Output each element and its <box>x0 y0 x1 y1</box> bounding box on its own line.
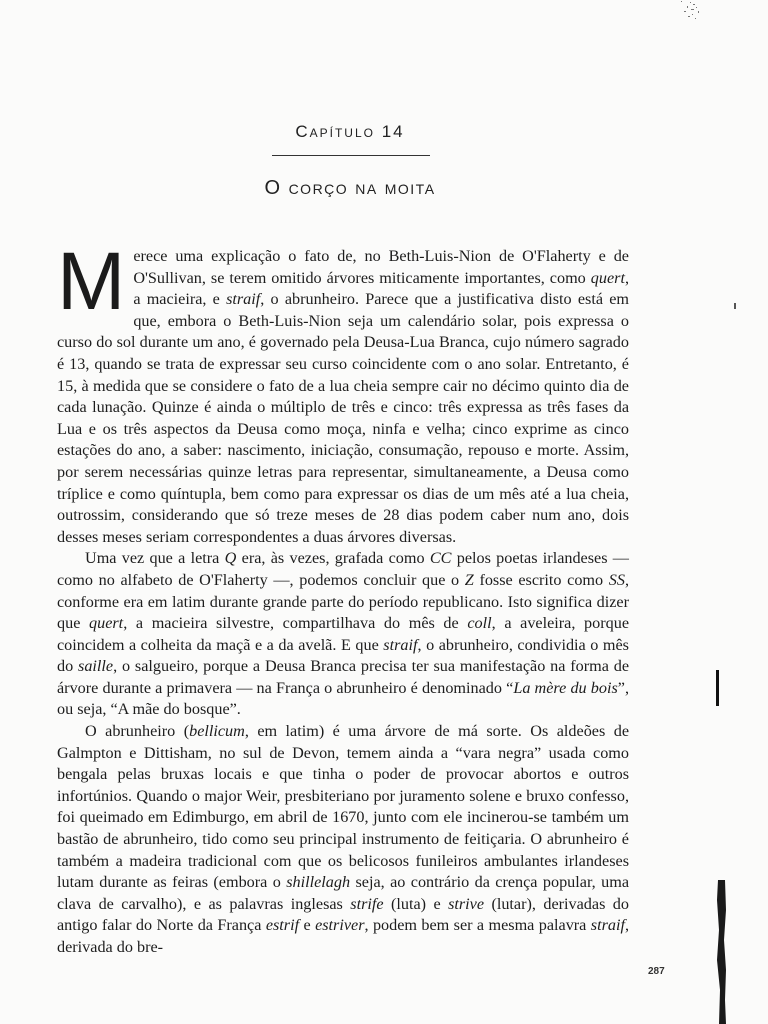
body-text <box>57 236 630 959</box>
text-run: ”, ou seja, “A mãe do bosque”. <box>57 678 629 719</box>
text-run: (lutar), derivadas do antigo falar do Norte da França <box>57 894 629 935</box>
scan-artifact-edge <box>714 880 728 1024</box>
paragraph-3 <box>57 721 629 959</box>
italic-term: estrif <box>265 916 300 935</box>
italic-term: coll <box>467 614 492 633</box>
text-run: , o salgueiro, porque a Deusa Branca precisa ter sua manifestação na forma de árvore durante a primavera — na França o abrunheiro é denominado “ <box>57 657 630 697</box>
text-run: , a macieira silvestre, compartilhava do mês de <box>123 614 468 633</box>
scan-artifact-mark <box>716 670 719 706</box>
text-run: O abrunheiro ( <box>85 722 190 741</box>
text-run: , o abrunheiro, condividia o mês do <box>57 635 629 676</box>
paragraph-2 <box>57 548 629 721</box>
italic-term: straif <box>383 635 418 654</box>
italic-term: quert <box>590 268 625 287</box>
italic-term: strife <box>350 894 384 913</box>
chapter-title: O corço na moita <box>264 177 436 199</box>
chapter-rule <box>272 155 430 156</box>
italic-term: saille <box>78 657 114 676</box>
text-run: , a macieira, e <box>133 268 629 309</box>
text-run: era, às vezes, grafada como <box>236 549 430 568</box>
scan-artifact-dot <box>734 303 736 309</box>
scan-artifact-speckle <box>672 0 708 30</box>
italic-term: straif <box>590 916 625 935</box>
text-run: (luta) e <box>383 894 449 913</box>
italic-term: bellicum <box>189 722 245 741</box>
italic-term: quert <box>89 614 124 633</box>
italic-term: Q <box>224 549 237 568</box>
chapter-label: Capítulo 14 <box>295 122 405 141</box>
text-run: , em latim) é uma árvore de má sorte. Os aldeões de Galmpton e Dittisham, no sul de Devon, temem ainda a “vara negra” usada como bengala pelas bruxas locais e que tinha o poder de provocar abortos e outros infortúnios. Quando o major Weir, presbiteriano por juramento solene e bruxo confesso, foi queimado em Edimburgo, em abril de 1670, junto com ele incinerou-se também um bastão de abrunheiro, tido como seu principal instrumento de feitiçaria. O abrunheiro é também a madeira tradicional com que os belicosos funileiros ambulantes irlandeses lutam durante as feiras (embora o <box>57 722 629 892</box>
italic-term: SS <box>608 570 625 589</box>
text-run: , podem bem ser a mesma palavra <box>364 916 591 935</box>
text-run: fosse escrito como <box>473 570 609 589</box>
text-run: erece uma explicação o fato de, no Beth-Luis-Nion de O'Flaherty e de O'Sullivan, se terem omitido árvores miticamente importantes, como <box>133 247 629 287</box>
page-number: 287 <box>648 966 665 977</box>
italic-term: La mère du bois <box>513 678 618 697</box>
italic-term: CC <box>429 549 452 568</box>
text-run: seja, ao contrário da crença popular, uma clava de carvalho), e as palavras inglesas <box>57 873 629 913</box>
text-run: , conforme era em latim durante grande parte do período republicano. Isto significa dizer que <box>57 570 630 633</box>
paragraph-1 <box>57 236 629 548</box>
text-run: Uma vez que a letra <box>85 549 225 568</box>
italic-term: strive <box>448 894 485 913</box>
italic-term: shillelagh <box>286 873 351 892</box>
text-run: e <box>299 916 316 935</box>
drop-cap: M <box>57 236 126 327</box>
italic-term: straif <box>226 290 261 309</box>
text-run: , derivada do bre- <box>57 916 629 956</box>
text-run: , a aveleira, porque coincidem a colheita da maçã e a da avelã. E que <box>57 614 629 654</box>
italic-term: estriver <box>315 916 365 935</box>
text-run: pelos poetas irlandeses — como no alfabeto de O'Flaherty —, podemos concluir que o <box>57 549 629 589</box>
text-run: , o abrunheiro. Parece que a justificativa disto está em que, embora o Beth-Luis-Nion seja um calendário solar, pois expressa o curso do sol durante um ano, é governado pela Deusa-Lua Branca, cujo número sagrado é 13, quando se trata de expressar seu curso coincidente com o ano solar. Entretanto, é 15, à medida que se considere o fato de a lua cheia sempre cair no décimo quinto dia de cada lunação. Quinze é ainda o múltiplo de três e cinco: três expressa as três fases da Lua e os três aspectos da Deusa como moça, ninfa e velha; cinco exprime as cinco estações do ano, a saber: nascimento, iniciação, consumação, repouso e morte. Assim, por serem necessárias quinze letras para representar, simultaneamente, a Deusa como tríplice e como quíntupla, bem como para expressar os dias de um mês até a lua cheia, outrossim, considerando que só treze meses de 28 dias podem caber num ano, dois desses meses seriam correspondentes a duas árvores diversas. <box>57 290 629 546</box>
italic-term: Z <box>464 570 474 589</box>
